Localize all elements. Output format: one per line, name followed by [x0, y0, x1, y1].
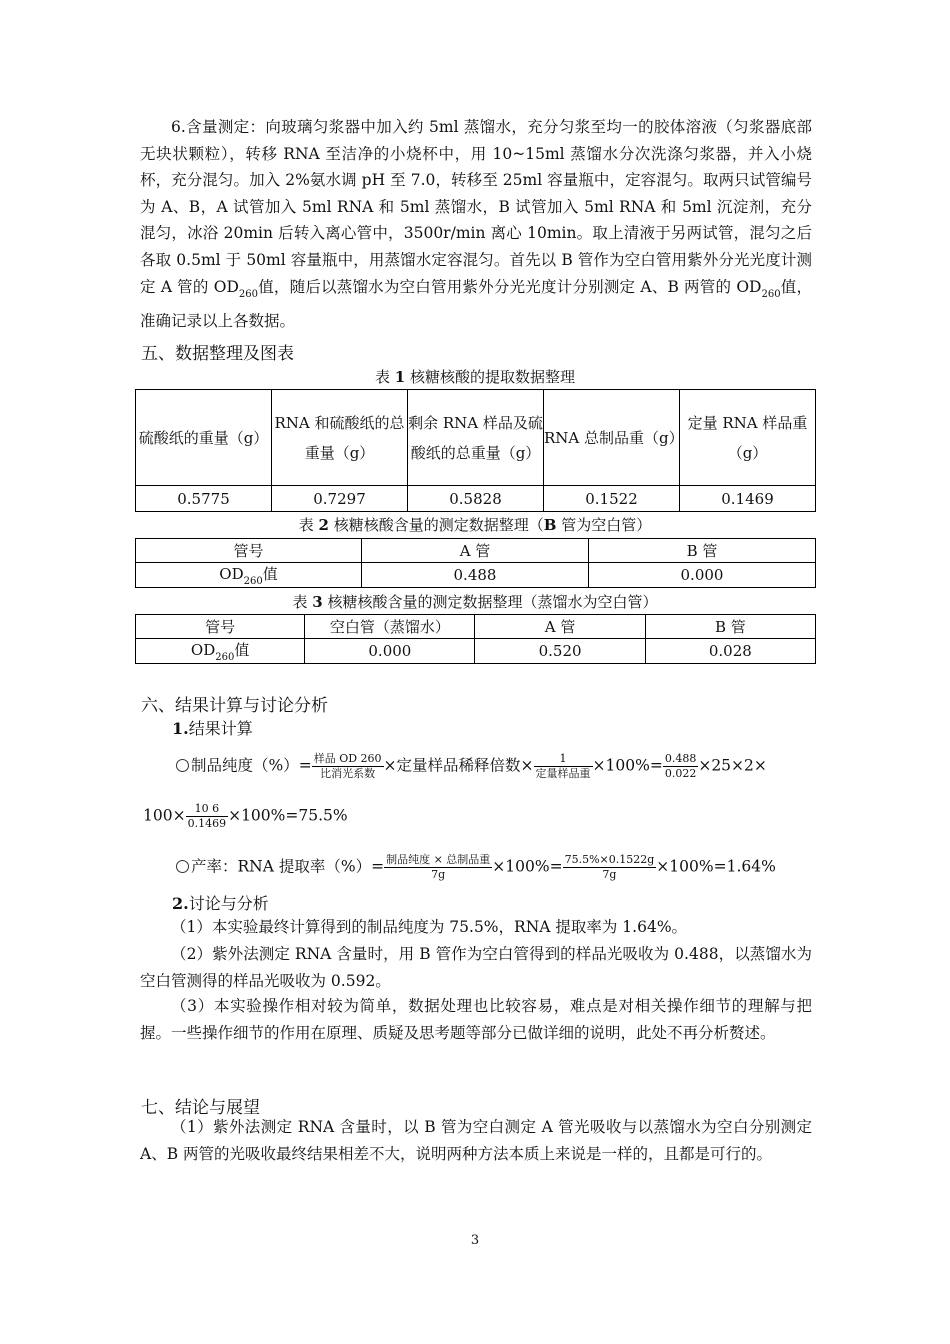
caption-text: 管为空白管） — [556, 516, 652, 534]
table-header-row — [136, 539, 816, 563]
value-cell: 0.520 — [475, 639, 645, 664]
od-label: OD — [219, 565, 244, 583]
step6-text-3: 值，准确记录以上各数据。 — [140, 277, 812, 331]
fraction — [663, 752, 699, 781]
fraction-denominator: 7g — [431, 868, 446, 881]
caption-bold: B — [543, 516, 557, 534]
section7-heading: 七、结论与展望 — [141, 1098, 260, 1118]
row-label — [136, 639, 305, 664]
caption-prefix: 表 — [292, 593, 313, 611]
fraction — [384, 853, 492, 882]
eq-label: 制品纯度（%）= — [191, 756, 312, 775]
subsection-title: 讨论与分析 — [188, 894, 269, 913]
caption-prefix: 表 — [298, 516, 319, 534]
od-subscript: 260 — [215, 652, 235, 663]
discussion-item-2: （2）紫外法测定 RNA 含量时，用 B 管作为空白管得到的样品光吸收为 0.488，以蒸馏水为空白管测得的样品光吸收为 0.592。 — [140, 945, 812, 990]
table-header-row — [136, 390, 816, 486]
step6-text-2: 值，随后以蒸馏水为空白管用紫外分光光度计分别测定 A、B 两管的 OD — [257, 277, 762, 296]
section5-heading: 五、数据整理及图表 — [141, 344, 294, 364]
eq-result: ×100%=1.64% — [656, 857, 776, 876]
eq-result: ×100%=75.5% — [228, 806, 348, 825]
od-subscript: 260 — [238, 288, 258, 300]
header-cell: 空白管（蒸馏水） — [305, 615, 475, 639]
od-suffix: 值 — [262, 565, 278, 583]
step6-paragraph — [140, 114, 812, 335]
fraction-denominator: 0.1469 — [187, 817, 227, 830]
od-subscript: 260 — [243, 576, 263, 587]
yield-equation — [176, 853, 776, 882]
subsection-title: 结果计算 — [188, 719, 253, 738]
od-subscript: 260 — [761, 288, 781, 300]
header-cell: B 管 — [588, 539, 815, 563]
value-cell: 0.028 — [645, 639, 815, 664]
eq-text: ×100%= — [492, 857, 563, 876]
od-label: OD — [190, 641, 216, 659]
fraction-denominator: 7g — [602, 868, 617, 881]
header-cell: 管号 — [136, 539, 362, 563]
caption-number: 1 — [394, 368, 406, 386]
table-header-row — [136, 615, 816, 639]
table1-extraction-data — [135, 389, 816, 512]
purity-equation — [176, 752, 767, 781]
fraction-denominator: 0.022 — [664, 767, 697, 780]
header-cell: 剩余 RNA 样品及硫酸纸的总重量（g） — [408, 390, 544, 486]
value-cell: 0.5775 — [136, 486, 272, 512]
caption-text: 核糖核酸的提取数据整理 — [405, 368, 575, 386]
eq-text: 100× — [143, 806, 186, 825]
discussion-item-3: （3）本实验操作相对较为简单，数据处理也比较容易，难点是对相关操作细节的理解与把握。一些操作细节的作用在原理、质疑及思考题等部分已做详细的说明，此处不再分析赘述。 — [140, 997, 812, 1042]
fraction — [186, 802, 229, 831]
fraction-numerator: 制品纯度 × 总制品重 — [386, 853, 491, 866]
subsection-1-heading — [172, 716, 253, 739]
subsection-number: 1. — [172, 719, 189, 738]
table2-caption — [0, 514, 950, 535]
header-cell: 硫酸纸的重量（g） — [136, 390, 272, 486]
discussion-item-1: （1）本实验最终计算得到的制品纯度为 75.5%，RNA 提取率为 1.64%。 — [171, 918, 688, 936]
fraction — [563, 853, 657, 882]
header-cell: 定量 RNA 样品重（g） — [680, 390, 816, 486]
fraction-denominator: 定量样品重 — [535, 767, 591, 780]
page-number: 3 — [470, 1233, 480, 1248]
caption-prefix: 表 — [375, 368, 395, 386]
fraction-denominator: 比消光系数 — [320, 767, 376, 780]
table-row — [136, 639, 816, 664]
circle-bullet-icon — [176, 860, 189, 873]
header-cell: A 管 — [475, 615, 645, 639]
table2-od-b-blank — [135, 538, 816, 588]
conclusion-item-1: （1）紫外法测定 RNA 含量时，以 B 管为空白测定 A 管光吸收与以蒸馏水为空白分别测定 A、B 两管的光吸收最终结果相差不大，说明两种方法本质上来说是一样的，且都是可行的。 — [140, 1118, 812, 1163]
header-cell: RNA 和硫酸纸的总重量（g） — [272, 390, 408, 486]
value-cell: 0.7297 — [272, 486, 408, 512]
subsection-2-heading — [172, 891, 269, 914]
fraction-numerator: 1 — [534, 752, 593, 767]
caption-number: 2 — [318, 516, 329, 534]
value-cell: 0.488 — [362, 563, 589, 588]
value-cell: 0.1469 — [680, 486, 816, 512]
row-label — [136, 563, 362, 588]
caption-number: 3 — [312, 593, 323, 611]
section6-heading: 六、结果计算与讨论分析 — [141, 696, 328, 716]
header-cell: RNA 总制品重（g） — [544, 390, 680, 486]
table3-caption — [0, 591, 950, 612]
fraction-numerator: 0.488 — [664, 752, 697, 765]
value-cell: 0.1522 — [544, 486, 680, 512]
fraction — [534, 752, 593, 781]
eq-label: 产率：RNA 提取率（%）= — [191, 857, 385, 876]
purity-equation-cont — [143, 802, 348, 831]
value-cell: 0.000 — [305, 639, 475, 664]
table1-caption — [0, 366, 950, 387]
circle-bullet-icon — [176, 759, 189, 772]
eq-text: ×25×2× — [698, 756, 767, 775]
eq-text: ×100%= — [592, 756, 663, 775]
step6-lead: 6.含量测定： — [171, 118, 266, 136]
table3-od-water-blank — [135, 614, 816, 664]
header-cell: 管号 — [136, 615, 305, 639]
fraction-numerator: 10 6 — [186, 802, 229, 817]
caption-text: 核糖核酸含量的测定数据整理（蒸馏水为空白管） — [322, 593, 658, 611]
od-suffix: 值 — [234, 641, 250, 659]
table-row — [136, 486, 816, 512]
subsection-number: 2. — [172, 894, 189, 913]
fraction-numerator: 75.5%×0.1522g — [564, 853, 655, 866]
table-row — [136, 563, 816, 588]
header-cell: A 管 — [362, 539, 589, 563]
caption-text: 核糖核酸含量的测定数据整理（ — [328, 516, 544, 534]
step6-text-1: 向玻璃匀浆器中加入约 5ml 蒸馏水，充分匀浆至均一的胶体溶液（匀浆器底部无块状颗粒），转移 RNA 至洁净的小烧杯中，用 10~15ml 蒸馏水分次洗涤匀浆器，并入小烧杯，充分混匀。加入 2%氨水调 pH 至 7.0，转移至 25ml 容量瓶中，定容混匀。取两只试管编号为 A、B，A 试管加入 5ml RNA 和 5ml 蒸馏水，B 试管加入 5ml RNA 和 5ml 沉淀剂，充分混匀，冰浴 20min 后转入离心管中，3500r/min 离心 10min。取上清液于另两试管，混匀之后各取 0.5ml 于 50ml 容量瓶中，用蒸馏水定容混匀。首先以 B 管作为空白管用紫外分光光度计测定 A 管的 OD — [140, 118, 812, 296]
fraction-numerator: 样品 OD 260 — [313, 752, 382, 765]
value-cell: 0.000 — [588, 563, 815, 588]
header-cell: B 管 — [645, 615, 815, 639]
fraction — [312, 752, 384, 781]
value-cell: 0.5828 — [408, 486, 544, 512]
eq-text: ×定量样品稀释倍数× — [383, 756, 534, 775]
